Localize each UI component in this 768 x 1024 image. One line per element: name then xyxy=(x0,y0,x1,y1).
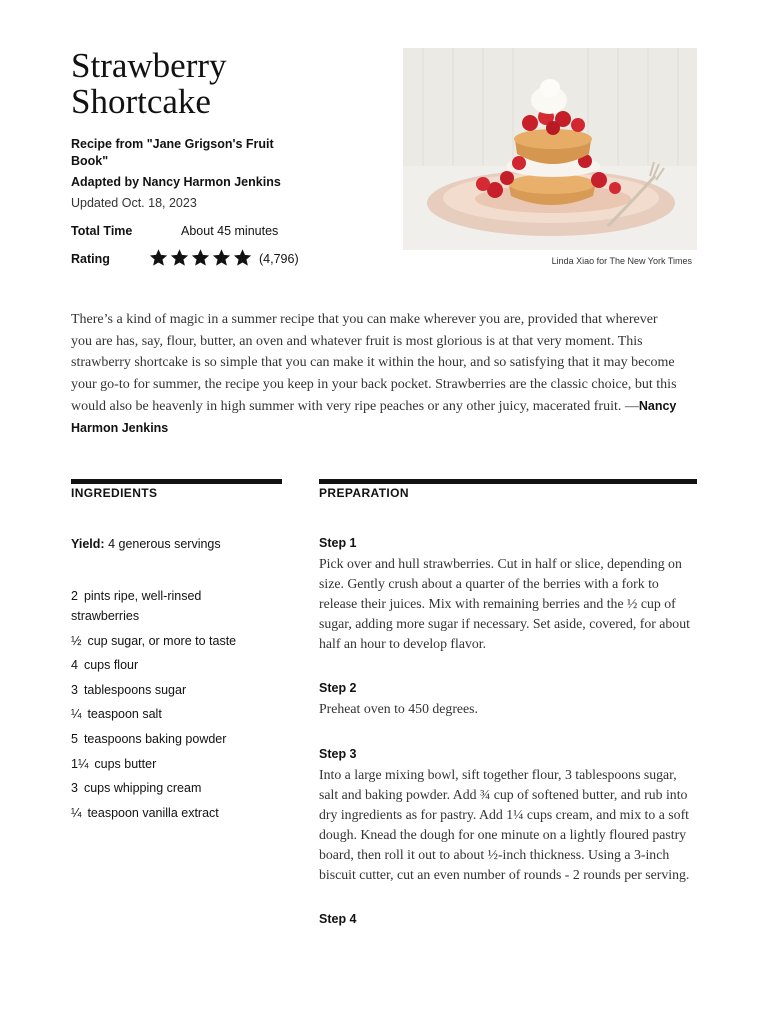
ingredient-item xyxy=(71,778,271,798)
ingredient-item xyxy=(71,586,271,626)
recipe-updated-date: Updated Oct. 18, 2023 xyxy=(71,196,197,210)
photo-credit: Linda Xiao for The New York Times xyxy=(551,256,692,266)
step xyxy=(319,911,697,927)
ingredient-text: teaspoons baking powder xyxy=(83,731,227,746)
star-icon[interactable] xyxy=(191,248,210,267)
ingredient-qty: ¼ xyxy=(71,805,82,820)
ingredient-qty: ¼ xyxy=(71,707,82,722)
step xyxy=(319,535,697,654)
step xyxy=(319,680,697,719)
yield-value: 4 generous servings xyxy=(108,537,221,551)
ingredient-qty: 3 xyxy=(71,781,78,796)
yield-label: Yield: xyxy=(71,537,105,551)
ingredient-item xyxy=(71,704,271,724)
rating-label: Rating xyxy=(71,252,110,266)
recipe-title: Strawberry Shortcake xyxy=(71,46,227,121)
star-icon[interactable] xyxy=(170,248,189,267)
step-text: Preheat oven to 450 degrees. xyxy=(319,701,478,717)
star-icon[interactable] xyxy=(212,248,231,267)
ingredients-heading: INGREDIENTS xyxy=(71,486,158,500)
intro-author[interactable]: Nancy Harmon Jenkins xyxy=(71,398,677,435)
recipe-source: Recipe from "Jane Grigson's Fruit Book" xyxy=(71,137,274,168)
ingredient-item xyxy=(71,729,271,749)
step-text: Pick over and hull strawberries. Cut in half or slice, depending on size. Gently crush about a quarter of the berries with a fork to release their juices. Mix with remaining berries and the ½ cup of sugar, adding more sugar if necessary. Set aside, covered, for about half an hour to develop flavor. xyxy=(319,556,690,652)
ingredient-item xyxy=(71,680,271,700)
star-icon[interactable] xyxy=(149,248,168,267)
ingredient-item xyxy=(71,631,271,651)
ingredient-item xyxy=(71,754,271,774)
ingredient-text: teaspoon salt xyxy=(87,707,162,722)
shortcake-image xyxy=(403,48,697,250)
ingredient-qty: ½ xyxy=(71,633,82,648)
ingredient-text: cups butter xyxy=(94,756,157,771)
intro-text: There’s a kind of magic in a summer recipe that you can make wherever you are, provided that wherever you are has, say, flour, butter, an oven and whatever fruit is most glorious is at that very moment. This strawberry shortcake is so simple that you can make it within the hour, and so satisfying that it may become your go-to for summer, the recipe you keep in your back pocket. Strawberries are the classic choice, but this would also be heavenly in high summer with very ripe peaches or any other juicy, macerated fruit. — xyxy=(71,312,677,414)
step-label: Step 3 xyxy=(319,746,357,761)
ingredient-text: cups flour xyxy=(83,658,139,673)
ingredient-qty: 5 xyxy=(71,731,78,746)
ingredient-qty: 1¼ xyxy=(71,756,89,771)
step-label: Step 4 xyxy=(319,912,357,927)
rating-count[interactable]: (4,796) xyxy=(259,252,299,266)
step-text: Into a large mixing bowl, sift together flour, 3 tablespoons sugar, salt and baking powder. Add ¾ cup of softened butter, and rub into dry ingredients as for pastry. Add 1¼ cups cream, and mix to a soft dough. Knead the dough for one minute on a lightly floured pastry board, then roll it out to about ½-inch thickness. Using a 3-inch biscuit cutter, cut an even number of rounds - 2 rounds per serving. xyxy=(319,766,690,883)
ingredient-text: teaspoon vanilla extract xyxy=(87,805,219,820)
ingredient-item xyxy=(71,655,271,675)
preparation-heading: PREPARATION xyxy=(319,486,409,500)
ingredient-text: tablespoons sugar xyxy=(83,682,187,697)
ingredient-text: cups whipping cream xyxy=(83,781,202,796)
total-time-row xyxy=(71,223,278,240)
preparation-rule xyxy=(319,479,697,484)
ingredient-item xyxy=(71,803,271,823)
step xyxy=(319,746,697,886)
total-time-label: Total Time xyxy=(71,224,133,238)
recipe-adapted-by[interactable]: Adapted by Nancy Harmon Jenkins xyxy=(71,175,281,189)
total-time-value: About 45 minutes xyxy=(181,224,279,238)
star-icon[interactable] xyxy=(233,248,252,267)
recipe-photo xyxy=(403,48,697,250)
recipe-yield xyxy=(71,536,221,553)
ingredient-qty: 3 xyxy=(71,682,78,697)
ingredients-rule xyxy=(71,479,282,484)
recipe-intro xyxy=(71,309,681,439)
rating-stars[interactable] xyxy=(149,248,252,267)
preparation-steps xyxy=(319,535,697,953)
step-label: Step 1 xyxy=(319,536,357,550)
ingredient-text: cup sugar, or more to taste xyxy=(87,633,237,648)
ingredient-qty: 2 xyxy=(71,589,78,603)
step-label: Step 2 xyxy=(319,681,357,696)
ingredients-list xyxy=(71,586,271,827)
ingredient-text: pints ripe, well-rinsed strawberries xyxy=(71,589,202,623)
ingredient-qty: 4 xyxy=(71,658,78,673)
